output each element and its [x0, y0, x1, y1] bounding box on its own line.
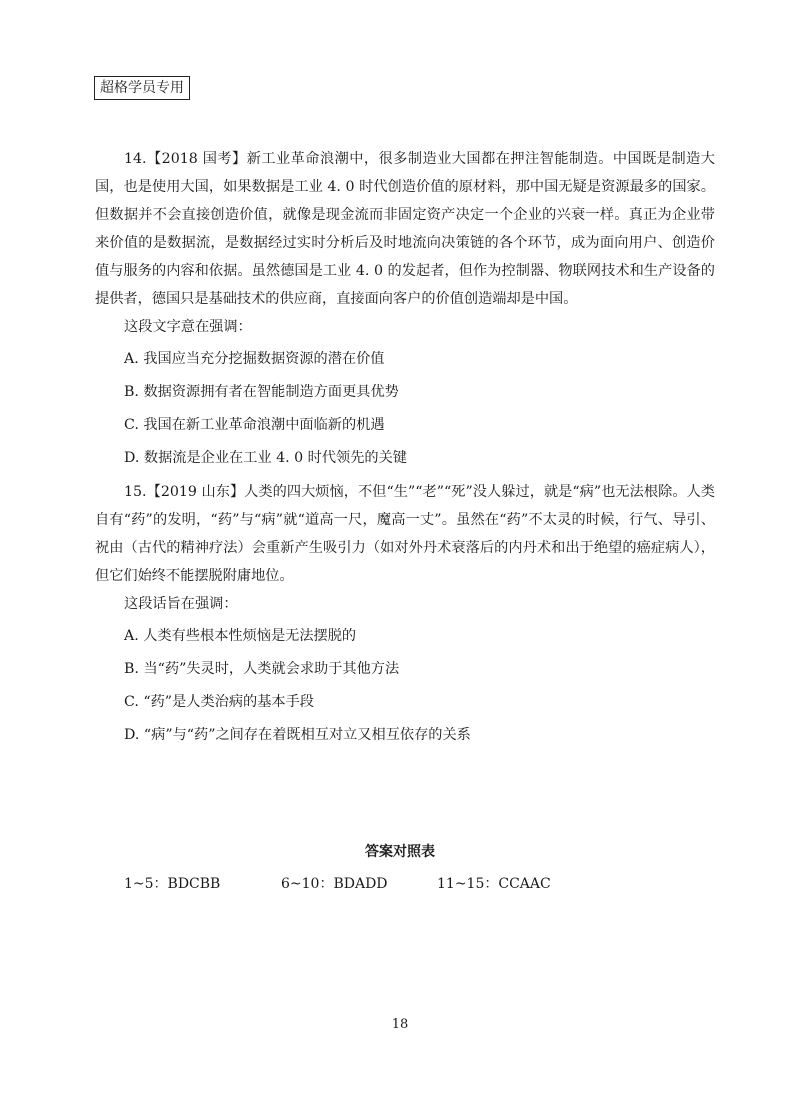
question-stem: 15.【2019 山东】人类的四大烦恼，不但“生”“老”“死”没人躲过，就是“病”也无法根除。人类自有“药”的发明，“药”与“病”就“道高一尺，魔高一丈”。虽然在“药”不太灵的时候，行气、导引、祝由（古代的精神疗法）会重新产生吸引力（如对外丹术衰落后的内丹术和出于绝望的癌症病人），但它们始终不能摆脱附庸地位。	[95, 484, 715, 584]
option-b: B. 当“药”失灵时，人类就会求助于其他方法	[124, 661, 400, 677]
option-c: C. “药”是人类治病的基本手段	[124, 694, 314, 710]
option-d: D. “病”与“药”之间存在着既相互对立又相互依存的关系	[124, 727, 471, 743]
answer-group-11-15: 11~15：CCAAC	[437, 876, 551, 892]
question-14	[95, 145, 715, 472]
option-a: A. 人类有些根本性烦恼是无法摆脱的	[124, 628, 357, 644]
document-body	[95, 145, 715, 754]
answer-table-title: 答案对照表	[365, 844, 435, 860]
option-a: A. 我国应当充分挖掘数据资源的潜在价值	[124, 351, 385, 367]
question-15	[95, 478, 715, 749]
header-tag: 超格学员专用	[94, 76, 190, 100]
question-stem: 14.【2018 国考】新工业革命浪潮中，很多制造业大国都在押注智能制造。中国既是制造大国，也是使用大国，如果数据是工业 4. 0 时代创造价值的原材料，那中国无疑是资源最多的国家。但数据并不会直接创造价值，就像是现金流而非固定资产决定一个企业的兴衰一样。真正为企业带来价值的是数据流，是数据经过实时分析后及时地流向决策链的各个环节，成为面向用户、创造价值与服务的内容和依据。虽然德国是工业 4. 0 的发起者，但作为控制器、物联网技术和生产设备的提供者，德国只是基础技术的供应商，直接面向客户的价值创造端却是中国。	[95, 151, 715, 307]
answer-group-1-5: 1~5：BDCBB	[124, 876, 221, 892]
question-prompt: 这段文字意在强调：	[124, 319, 252, 335]
question-prompt: 这段话旨在强调：	[124, 596, 238, 612]
page-number: 18	[391, 1017, 409, 1032]
option-d: D. 数据流是企业在工业 4. 0 时代领先的关键	[124, 450, 407, 466]
option-b: B. 数据资源拥有者在智能制造方面更具优势	[124, 384, 399, 400]
option-c: C. 我国在新工业革命浪潮中面临新的机遇	[124, 417, 385, 433]
answer-group-6-10: 6~10：BDADD	[281, 876, 388, 892]
